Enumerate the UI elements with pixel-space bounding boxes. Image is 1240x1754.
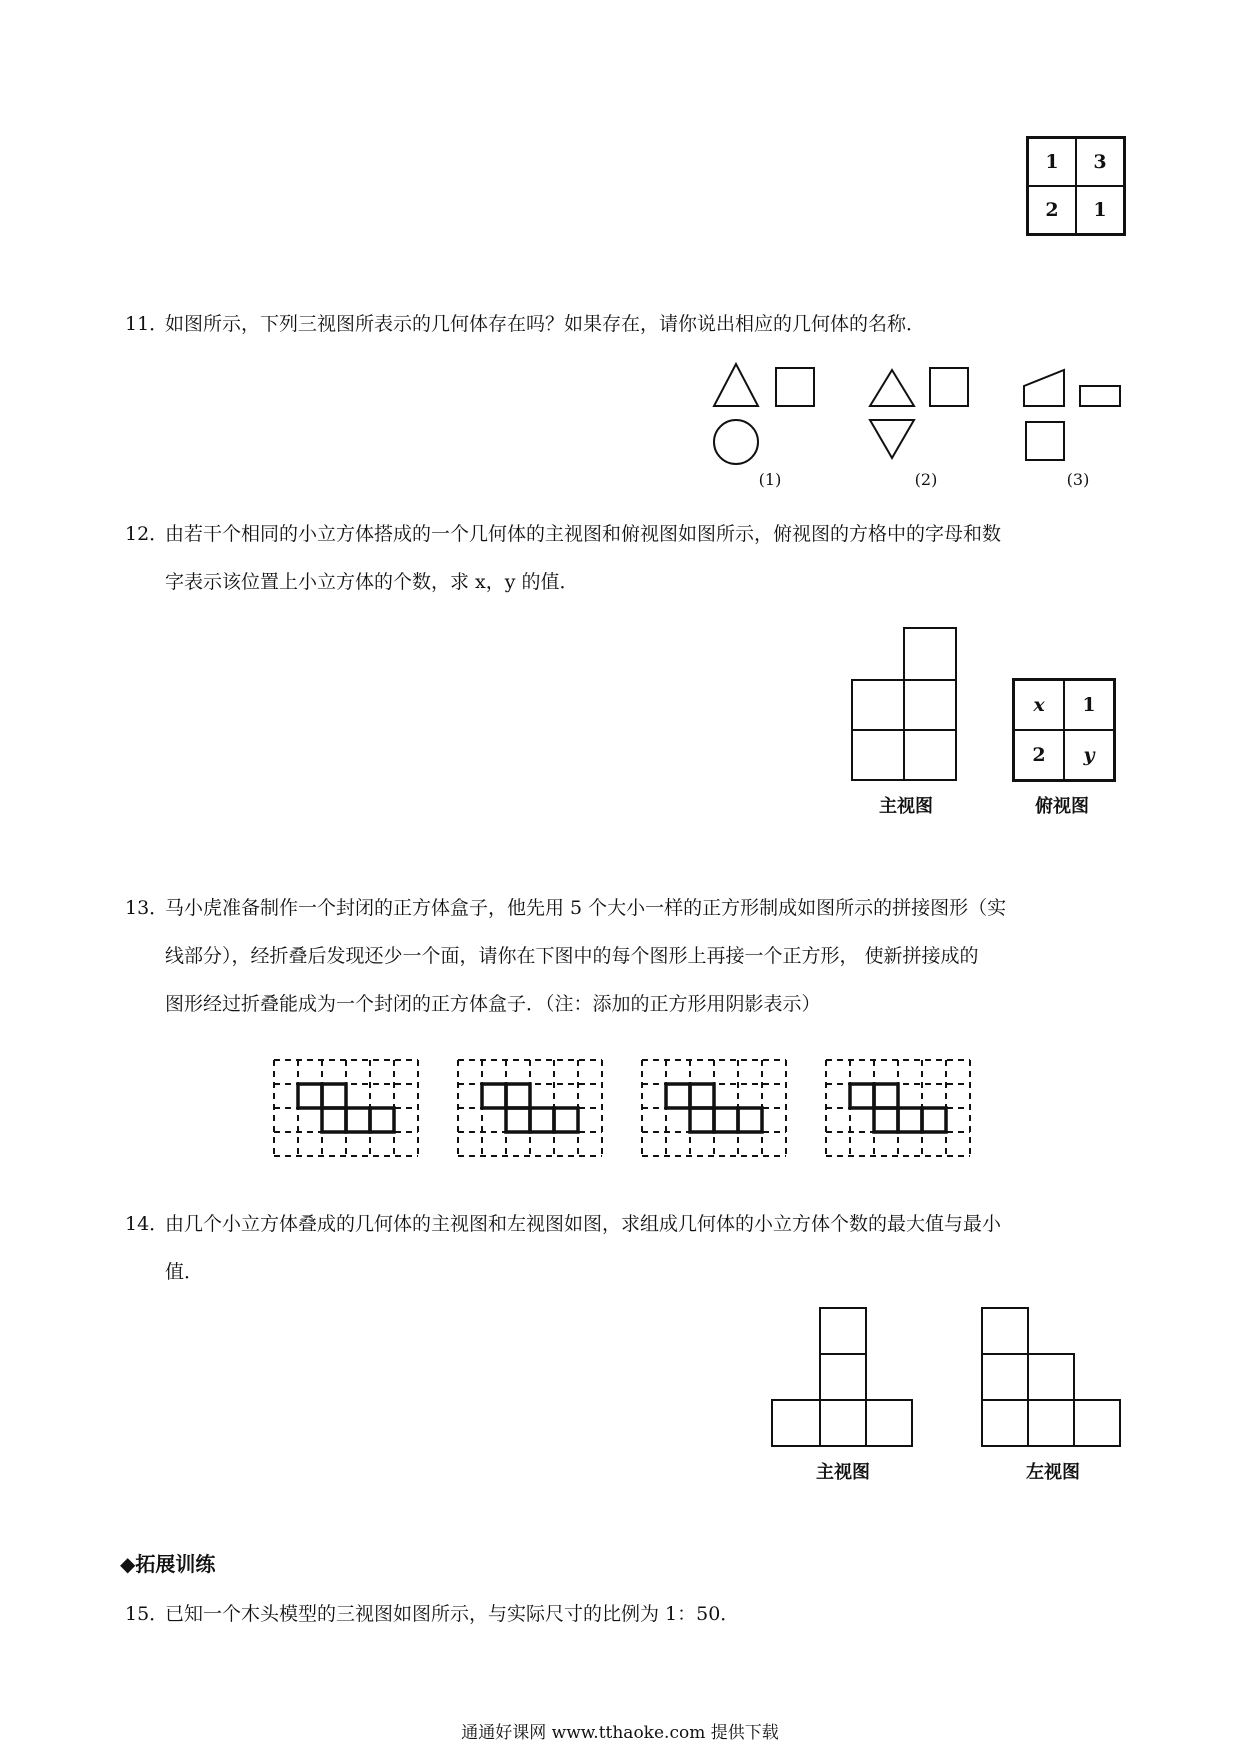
top-view-caption: 俯视图: [1035, 796, 1089, 817]
question-text-cont: 字表示该位置上小立方体的个数，求 x，y 的值．: [165, 571, 579, 593]
left-view-caption: 左视图: [1026, 1462, 1080, 1483]
grid-cell: 2: [1014, 730, 1064, 780]
front-view-figure: [850, 626, 960, 782]
top-view-grid: [1012, 678, 1116, 782]
triangle-shape: [870, 370, 914, 406]
net-square: [874, 1084, 898, 1108]
grid-cell: 1: [1064, 680, 1114, 730]
grid-cell: 2: [1028, 186, 1076, 234]
question-number: 15．: [125, 1603, 169, 1625]
inverted-triangle-shape: [870, 420, 914, 458]
cube-net-grid: [826, 1060, 970, 1156]
question-text-cont: 线部分），经折叠后发现还少一个面，请你在下图中的每个图形上再接一个正方形， 使新拼接成的: [165, 945, 979, 967]
grid-cell: 1: [1028, 138, 1076, 186]
cube-net-figures: [270, 1056, 990, 1166]
trapezoid-shape: [1024, 370, 1064, 406]
cube-net-grid: [642, 1060, 786, 1156]
question-12: [125, 510, 1001, 606]
question-14: [125, 1200, 1001, 1296]
question-number: 12．: [125, 523, 169, 545]
question-text: 马小虎准备制作一个封闭的正方体盒子，他先用 5 个大小一样的正方形制成如图所示的拼接图形（实: [165, 897, 1007, 919]
grid-cell: x: [1014, 680, 1064, 730]
net-square: [506, 1084, 530, 1108]
rectangle-shape: [1080, 386, 1120, 406]
net-square: [714, 1108, 738, 1132]
net-square: [850, 1084, 874, 1108]
section-heading: ◆拓展训练: [120, 1552, 216, 1576]
question-13: [125, 884, 1006, 1028]
net-square: [666, 1084, 690, 1108]
question-text: 由若干个相同的小立方体搭成的一个几何体的主视图和俯视图如图所示，俯视图的方格中的字母和数: [165, 523, 1002, 545]
front-view-figure: [770, 1306, 916, 1456]
square-shape: [1026, 422, 1064, 460]
net-square: [922, 1108, 946, 1132]
question-number: 11．: [125, 313, 169, 335]
top-view-grid: [1026, 136, 1126, 236]
net-square: [874, 1108, 898, 1132]
net-square: [554, 1108, 578, 1132]
question-11: [125, 300, 925, 348]
question-text: 如图所示，下列三视图所表示的几何体存在吗？如果存在，请你说出相应的几何体的名称．: [165, 313, 926, 335]
left-view-figure: [980, 1306, 1126, 1456]
net-square: [690, 1108, 714, 1132]
figure-label: (3): [1066, 470, 1090, 489]
cube-net-grid: [458, 1060, 602, 1156]
net-square: [530, 1108, 554, 1132]
net-square: [370, 1108, 394, 1132]
front-view-caption: 主视图: [879, 796, 933, 817]
cube-net-grid: [274, 1060, 418, 1156]
square-shape: [776, 368, 814, 406]
triangle-shape: [714, 364, 758, 406]
net-square: [690, 1084, 714, 1108]
circle-shape: [714, 420, 758, 464]
net-square: [298, 1084, 322, 1108]
question-text: 已知一个木头模型的三视图如图所示，与实际尺寸的比例为 1：50．: [165, 1603, 740, 1625]
question-text: 由几个小立方体叠成的几何体的主视图和左视图如图，求组成几何体的小立方体个数的最大值与最小: [165, 1213, 1002, 1235]
net-square: [482, 1084, 506, 1108]
net-square: [322, 1084, 346, 1108]
grid-cell: y: [1064, 730, 1114, 780]
front-view-caption: 主视图: [816, 1462, 870, 1483]
grid-cell: 3: [1076, 138, 1124, 186]
net-square: [322, 1108, 346, 1132]
figure-label: (2): [914, 470, 938, 489]
net-square: [506, 1108, 530, 1132]
page-footer: 通通好课网 www.tthaoke.com 提供下载: [461, 1723, 779, 1743]
net-square: [898, 1108, 922, 1132]
grid-cell: 1: [1076, 186, 1124, 234]
question-text-cont: 图形经过折叠能成为一个封闭的正方体盒子．（注：添加的正方形用阴影表示）: [165, 993, 821, 1015]
question-15: [125, 1590, 739, 1638]
square-shape: [930, 368, 968, 406]
figure-label: (1): [758, 470, 782, 489]
question-number: 13．: [125, 897, 169, 919]
question-number: 14．: [125, 1213, 169, 1235]
question-text-cont: 值．: [165, 1261, 204, 1283]
net-square: [346, 1108, 370, 1132]
net-square: [738, 1108, 762, 1132]
